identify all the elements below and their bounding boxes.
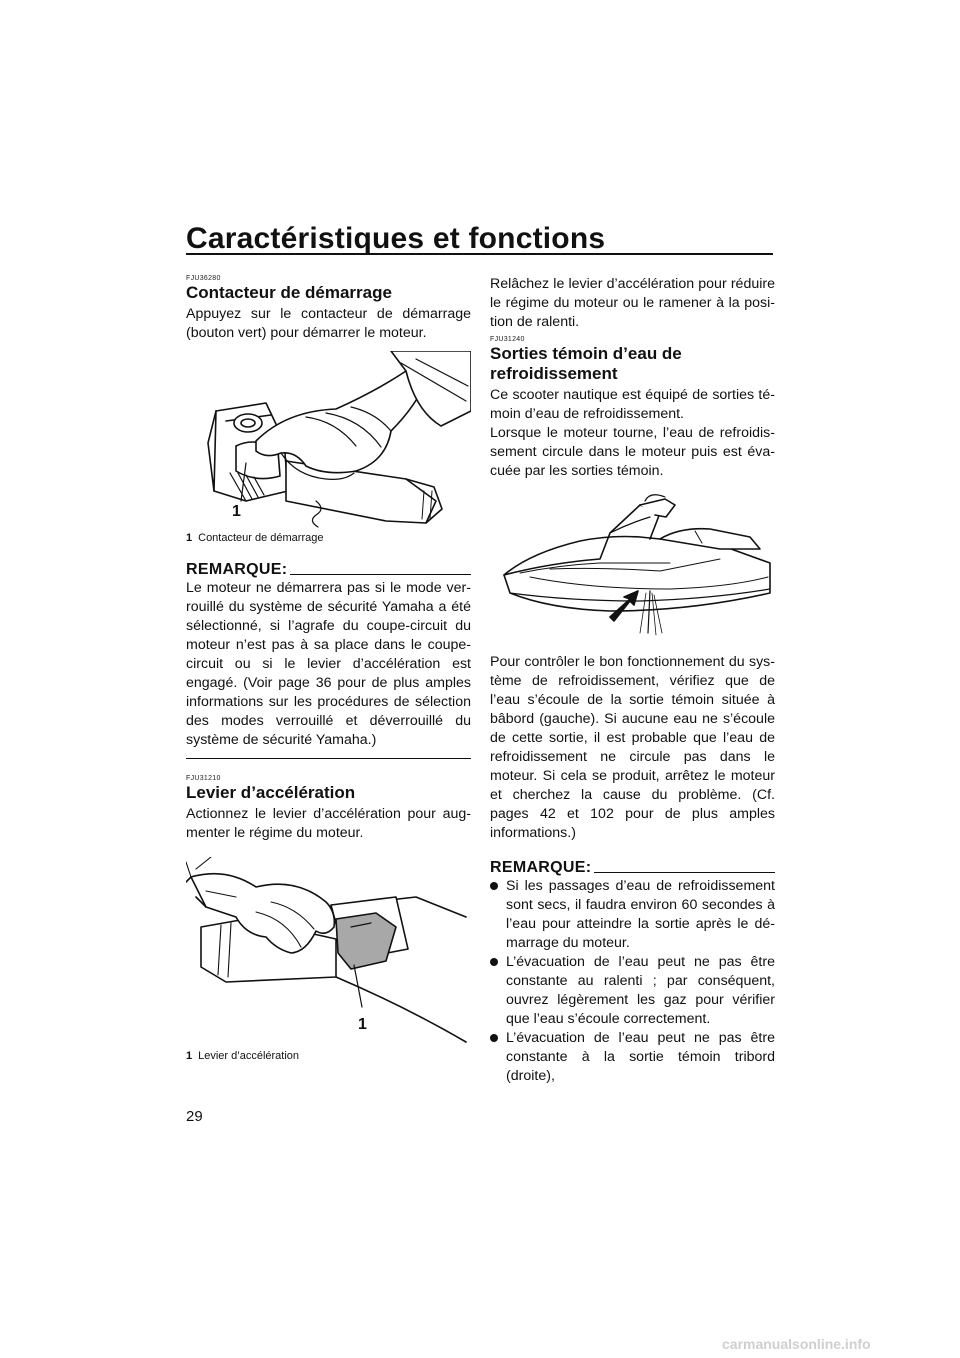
start-switch-illustration <box>186 351 471 529</box>
list-item <box>490 877 775 953</box>
left-column <box>186 275 471 1063</box>
watermark: carmanualsonline.info <box>722 1336 871 1352</box>
bullet-icon <box>490 882 498 890</box>
figure-throttle-lever <box>186 857 471 1063</box>
list-item <box>490 953 775 1029</box>
right-column <box>490 275 775 1086</box>
section-code: FJU36280 <box>186 275 221 282</box>
caption-number: 1 <box>186 1050 193 1062</box>
section-title-cooling-water: Sorties témoin d’eau de refroidissement <box>490 344 682 383</box>
watercraft-illustration <box>490 493 775 643</box>
bullet-icon <box>490 958 498 966</box>
page-title: Caractéristiques et fonctions <box>186 222 606 255</box>
note-label: REMARQUE: <box>186 561 288 578</box>
figure-start-switch <box>186 351 471 545</box>
section-title-start-switch: Contacteur de démarrage <box>186 283 392 302</box>
section-code: FJU31240 <box>490 336 525 343</box>
list-item <box>490 1029 775 1086</box>
list-item-text: L’évacuation de l’eau peut ne pas être constante au ralenti ; par conséquent, ouvrez légèrement les gaz pour vérifier que l’eau s’écoule correctement. <box>506 954 775 1027</box>
note-bullet-list <box>490 877 775 1086</box>
note-end-rule <box>186 758 471 759</box>
note-rule <box>594 872 775 873</box>
section-title-throttle: Levier d’accélération <box>186 783 356 802</box>
figure-caption <box>186 1049 471 1063</box>
section-text: Pour contrôler le bon fonctionnement du système de refroidissement, vérifiez que de l’eau s’écoule de la sortie témoin située à bâbord (gauche). Si aucune eau ne s’écoule de cette sortie, il est probable que l’eau de refroidissement ne circule pas dans le moteur. Si cela se produit, arrêtez le moteur et cherchez la cause du problème. (Cf. pages 42 et 102 pour de plus amples informations.) <box>490 654 775 841</box>
throttle-lever-illustration <box>186 857 471 1047</box>
figure-callout-1: 1 <box>232 503 241 520</box>
section-code: FJU31210 <box>186 775 221 782</box>
bullet-icon <box>490 1034 498 1042</box>
section-text: Ce scooter nautique est équipé de sorties témoin d’eau de refroidissement. <box>490 387 775 422</box>
list-item-text: L’évacuation de l’eau peut ne pas être constante à la sortie témoin tribord (droite), <box>506 1030 775 1084</box>
intro-text: Relâchez le levier d’accélération pour réduire le régime du moteur ou le ramener à la position de ralenti. <box>490 276 775 330</box>
note-rule <box>290 574 471 575</box>
figure-watercraft <box>490 493 775 643</box>
note-label: REMARQUE: <box>490 859 592 876</box>
title-rule <box>186 253 773 255</box>
page-number: 29 <box>186 1108 203 1125</box>
note-header <box>186 561 471 578</box>
section-text: Appuyez sur le contacteur de démarrage (bouton vert) pour démarrer le moteur. <box>186 306 471 341</box>
caption-text: Levier d’accélération <box>198 1050 300 1062</box>
caption-text: Contacteur de démarrage <box>198 532 324 544</box>
note-text: Le moteur ne démarrera pas si le mode verrouillé du système de sécurité Yamaha a été sélectionné, si l’agrafe du coupe-circuit du moteur n’est pas à sa place dans le coupe-circuit ou si le levier d’accélération est engagé. (Voir page 36 pour de plus amples informations sur les procédures de sélection des modes verrouillé et déverrouillé du système de sécurité Yamaha.) <box>186 580 471 748</box>
caption-number: 1 <box>186 532 193 544</box>
section-text: Lorsque le moteur tourne, l’eau de refroidissement circule dans le moteur puis est évacuée par les sorties témoin. <box>490 425 775 479</box>
figure-callout-1: 1 <box>358 1016 367 1033</box>
note-header <box>490 859 775 876</box>
list-item-text: Si les passages d’eau de refroidissement sont secs, il faudra environ 60 secondes à l’eau pour atteindre la sortie après le démarrage du moteur. <box>506 878 775 951</box>
figure-caption <box>186 531 471 545</box>
section-text: Actionnez le levier d’accélération pour augmenter le régime du moteur. <box>186 806 471 841</box>
